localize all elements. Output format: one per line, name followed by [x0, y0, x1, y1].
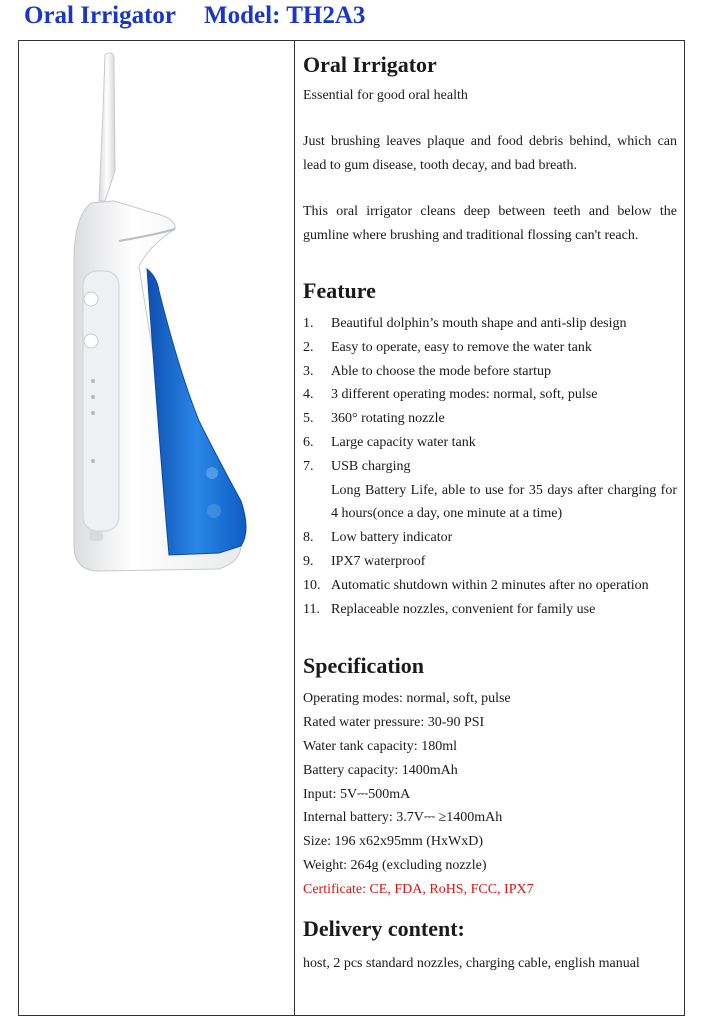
item-text: 3 different operating modes: normal, soft, pulse	[331, 387, 598, 403]
list-item	[303, 550, 677, 574]
item-text: Able to choose the mode before startup	[331, 363, 552, 379]
list-item	[303, 312, 677, 336]
intro-tagline: Essential for good oral health	[303, 88, 468, 103]
item-number: 6.	[303, 434, 314, 450]
item-number: 1.	[303, 316, 314, 331]
item-number: 2.	[303, 339, 314, 355]
item-number: 10.	[303, 577, 321, 593]
intro-paragraph-2: This oral irrigator cleans deep between teeth and below the gumline where brushing and traditional flossing can't reach.	[303, 204, 677, 243]
item-text: Low battery indicator	[331, 530, 453, 546]
delivery-text: host, 2 pcs standard nozzles, charging cable, english manual	[303, 955, 640, 971]
header-title: Oral Irrigator	[24, 2, 177, 29]
spec-line: Weight: 264g (excluding nozzle)	[303, 857, 487, 873]
spec-line: Input: 5V⎓500mA	[303, 786, 411, 802]
item-text: Automatic shutdown within 2 minutes after no operation	[331, 577, 649, 593]
item-text: Replaceable nozzles, convenient for family use	[331, 601, 596, 617]
feature-title: Feature	[303, 278, 376, 303]
product-image	[19, 41, 294, 1015]
feature-list	[303, 312, 677, 621]
intro-title: Oral Irrigator	[303, 52, 437, 77]
header-model: Model: TH2A3	[204, 2, 366, 29]
specification-list	[303, 687, 677, 901]
list-item	[303, 360, 677, 384]
item-text: IPX7 waterproof	[331, 553, 426, 569]
list-item	[303, 574, 677, 598]
list-item	[303, 526, 677, 550]
list-item	[303, 455, 677, 526]
item-text: Large capacity water tank	[331, 434, 476, 450]
item-text: USB charging	[331, 458, 411, 474]
item-text: 360° rotating nozzle	[331, 411, 445, 427]
spec-line: Water tank capacity: 180ml	[303, 738, 457, 754]
list-item	[303, 336, 677, 360]
spec-line: Rated water pressure: 30-90 PSI	[303, 715, 485, 731]
list-item	[303, 598, 677, 622]
item-number: 8.	[303, 530, 314, 546]
specification-title: Specification	[303, 653, 424, 679]
item-number: 4.	[303, 387, 314, 403]
spec-line: Battery capacity: 1400mAh	[303, 762, 458, 778]
column-divider	[294, 40, 295, 1016]
item-number: 7.	[303, 458, 314, 474]
product-description	[303, 50, 677, 975]
delivery-title: Delivery content:	[303, 915, 465, 941]
page-header	[24, 2, 365, 38]
item-number: 5.	[303, 411, 314, 427]
certificate-line: Certificate: CE, FDA, RoHS, FCC, IPX7	[303, 881, 534, 897]
item-subtext: Long Battery Life, able to use for 35 days after charging for 4 hours(once a day, one minute at a time)	[331, 482, 677, 522]
spec-line: Size: 196 x62x95mm (HxWxD)	[303, 834, 484, 850]
oral-irrigator-illustration	[19, 41, 294, 1015]
item-number: 11.	[303, 601, 320, 617]
list-item	[303, 383, 677, 407]
item-text: Easy to operate, easy to remove the water tank	[331, 339, 592, 355]
list-item	[303, 407, 677, 431]
list-item	[303, 431, 677, 455]
spec-line: Internal battery: 3.7V⎓ ≥1400mAh	[303, 810, 503, 826]
item-number: 9.	[303, 553, 314, 569]
intro-paragraph-1: Just brushing leaves plaque and food debris behind, which can lead to gum disease, tooth decay, and bad breath.	[303, 134, 677, 173]
item-number: 3.	[303, 363, 314, 379]
item-text: Beautiful dolphin’s mouth shape and anti-slip design	[331, 316, 627, 331]
spec-line: Operating modes: normal, soft, pulse	[303, 691, 511, 707]
